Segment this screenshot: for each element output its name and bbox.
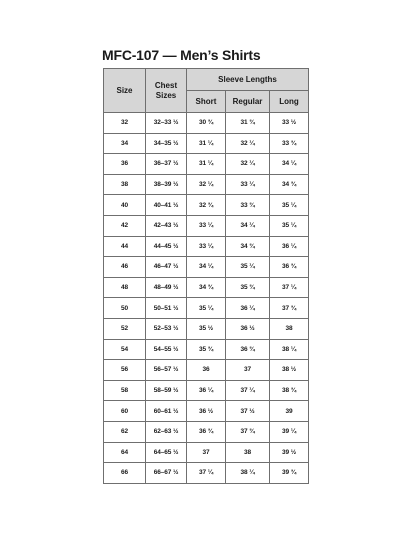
cell-sleeve-regular: 38 xyxy=(226,442,270,463)
table-row xyxy=(104,401,309,422)
table-row xyxy=(104,380,309,401)
cell-sleeve-short: 35 ½ xyxy=(187,318,226,339)
cell-sleeve-short: 36 xyxy=(187,360,226,381)
cell-size: 56 xyxy=(104,360,146,381)
cell-size: 64 xyxy=(104,442,146,463)
cell-size: 42 xyxy=(104,215,146,236)
table-body xyxy=(104,113,309,484)
cell-size: 34 xyxy=(104,133,146,154)
cell-chest-size: 52–53 ½ xyxy=(146,318,187,339)
cell-chest-size: 40–41 ½ xyxy=(146,195,187,216)
table-row xyxy=(104,195,309,216)
cell-sleeve-regular: 37 ¾ xyxy=(226,421,270,442)
cell-chest-size: 42–43 ½ xyxy=(146,215,187,236)
cell-sleeve-short: 36 ¼ xyxy=(187,380,226,401)
cell-chest-size: 64–65 ½ xyxy=(146,442,187,463)
cell-sleeve-long: 35 ¼ xyxy=(270,215,309,236)
cell-size: 66 xyxy=(104,463,146,484)
cell-sleeve-regular: 35 ¼ xyxy=(226,257,270,278)
cell-sleeve-regular: 37 xyxy=(226,360,270,381)
cell-sleeve-long: 36 ¼ xyxy=(270,236,309,257)
cell-sleeve-short: 36 ¾ xyxy=(187,421,226,442)
cell-chest-size: 50–51 ½ xyxy=(146,298,187,319)
header-short: Short xyxy=(187,91,226,113)
cell-sleeve-regular: 34 ¼ xyxy=(226,215,270,236)
page-title: MFC-107 — Men’s Shirts xyxy=(102,47,261,63)
cell-size: 44 xyxy=(104,236,146,257)
header-regular: Regular xyxy=(226,91,270,113)
cell-sleeve-regular: 35 ¾ xyxy=(226,277,270,298)
table-row xyxy=(104,236,309,257)
table-row xyxy=(104,339,309,360)
cell-chest-size: 46–47 ½ xyxy=(146,257,187,278)
cell-sleeve-regular: 31 ¾ xyxy=(226,113,270,134)
cell-chest-size: 66–67 ½ xyxy=(146,463,187,484)
table-row xyxy=(104,421,309,442)
cell-size: 60 xyxy=(104,401,146,422)
table-row xyxy=(104,318,309,339)
cell-sleeve-short: 37 ¼ xyxy=(187,463,226,484)
table-row xyxy=(104,277,309,298)
cell-sleeve-regular: 36 ½ xyxy=(226,318,270,339)
cell-sleeve-short: 31 ¼ xyxy=(187,154,226,175)
cell-sleeve-regular: 34 ¾ xyxy=(226,236,270,257)
table-row xyxy=(104,154,309,175)
table-row xyxy=(104,215,309,236)
table-row xyxy=(104,463,309,484)
cell-sleeve-long: 33 ½ xyxy=(270,113,309,134)
cell-chest-size: 38–39 ½ xyxy=(146,174,187,195)
cell-chest-size: 44–45 ½ xyxy=(146,236,187,257)
table-row xyxy=(104,360,309,381)
cell-sleeve-short: 33 ¼ xyxy=(187,236,226,257)
cell-sleeve-long: 39 ¾ xyxy=(270,463,309,484)
cell-chest-size: 62–63 ½ xyxy=(146,421,187,442)
cell-sleeve-long: 35 ¼ xyxy=(270,195,309,216)
cell-chest-size: 58–59 ½ xyxy=(146,380,187,401)
cell-sleeve-long: 38 xyxy=(270,318,309,339)
cell-sleeve-long: 39 ¼ xyxy=(270,421,309,442)
cell-sleeve-regular: 33 ¾ xyxy=(226,195,270,216)
cell-sleeve-short: 30 ¾ xyxy=(187,113,226,134)
cell-sleeve-long: 38 ¼ xyxy=(270,339,309,360)
cell-size: 40 xyxy=(104,195,146,216)
table-row xyxy=(104,257,309,278)
cell-chest-size: 60–61 ½ xyxy=(146,401,187,422)
cell-sleeve-long: 38 ½ xyxy=(270,360,309,381)
cell-sleeve-regular: 36 ¾ xyxy=(226,339,270,360)
table-row xyxy=(104,298,309,319)
cell-sleeve-long: 39 xyxy=(270,401,309,422)
table-row xyxy=(104,113,309,134)
header-size: Size xyxy=(104,69,146,113)
cell-sleeve-long: 34 ¼ xyxy=(270,154,309,175)
cell-sleeve-long: 38 ¾ xyxy=(270,380,309,401)
cell-sleeve-long: 37 ¼ xyxy=(270,277,309,298)
cell-sleeve-long: 33 ¾ xyxy=(270,133,309,154)
cell-size: 36 xyxy=(104,154,146,175)
cell-sleeve-long: 36 ¾ xyxy=(270,257,309,278)
cell-sleeve-short: 37 xyxy=(187,442,226,463)
header-long: Long xyxy=(270,91,309,113)
cell-size: 62 xyxy=(104,421,146,442)
cell-sleeve-regular: 36 ¼ xyxy=(226,298,270,319)
table-header xyxy=(104,69,309,113)
cell-size: 48 xyxy=(104,277,146,298)
cell-chest-size: 32–33 ½ xyxy=(146,113,187,134)
cell-sleeve-short: 32 ¼ xyxy=(187,174,226,195)
cell-chest-size: 54–55 ½ xyxy=(146,339,187,360)
size-chart-table xyxy=(103,68,309,484)
cell-sleeve-regular: 33 ¼ xyxy=(226,174,270,195)
cell-chest-size: 56–57 ½ xyxy=(146,360,187,381)
cell-sleeve-short: 36 ½ xyxy=(187,401,226,422)
cell-sleeve-long: 34 ¾ xyxy=(270,174,309,195)
table-row xyxy=(104,174,309,195)
cell-size: 52 xyxy=(104,318,146,339)
cell-size: 50 xyxy=(104,298,146,319)
header-chest-sizes: Chest Sizes xyxy=(146,69,187,113)
cell-sleeve-regular: 32 ¼ xyxy=(226,133,270,154)
cell-sleeve-long: 39 ½ xyxy=(270,442,309,463)
cell-size: 46 xyxy=(104,257,146,278)
cell-chest-size: 36–37 ½ xyxy=(146,154,187,175)
cell-sleeve-regular: 38 ¼ xyxy=(226,463,270,484)
cell-sleeve-short: 33 ¼ xyxy=(187,215,226,236)
cell-sleeve-short: 34 ¼ xyxy=(187,257,226,278)
cell-sleeve-regular: 37 ¼ xyxy=(226,380,270,401)
cell-chest-size: 34–35 ½ xyxy=(146,133,187,154)
header-sleeve-lengths: Sleeve Lengths xyxy=(187,69,309,91)
cell-sleeve-regular: 32 ¼ xyxy=(226,154,270,175)
cell-sleeve-short: 35 ¼ xyxy=(187,298,226,319)
cell-size: 54 xyxy=(104,339,146,360)
cell-size: 32 xyxy=(104,113,146,134)
cell-chest-size: 48–49 ½ xyxy=(146,277,187,298)
table-row xyxy=(104,442,309,463)
cell-sleeve-short: 35 ¾ xyxy=(187,339,226,360)
table-row xyxy=(104,133,309,154)
cell-sleeve-regular: 37 ½ xyxy=(226,401,270,422)
cell-size: 38 xyxy=(104,174,146,195)
cell-size: 58 xyxy=(104,380,146,401)
cell-sleeve-long: 37 ¾ xyxy=(270,298,309,319)
cell-sleeve-short: 32 ¾ xyxy=(187,195,226,216)
cell-sleeve-short: 31 ¼ xyxy=(187,133,226,154)
cell-sleeve-short: 34 ¾ xyxy=(187,277,226,298)
